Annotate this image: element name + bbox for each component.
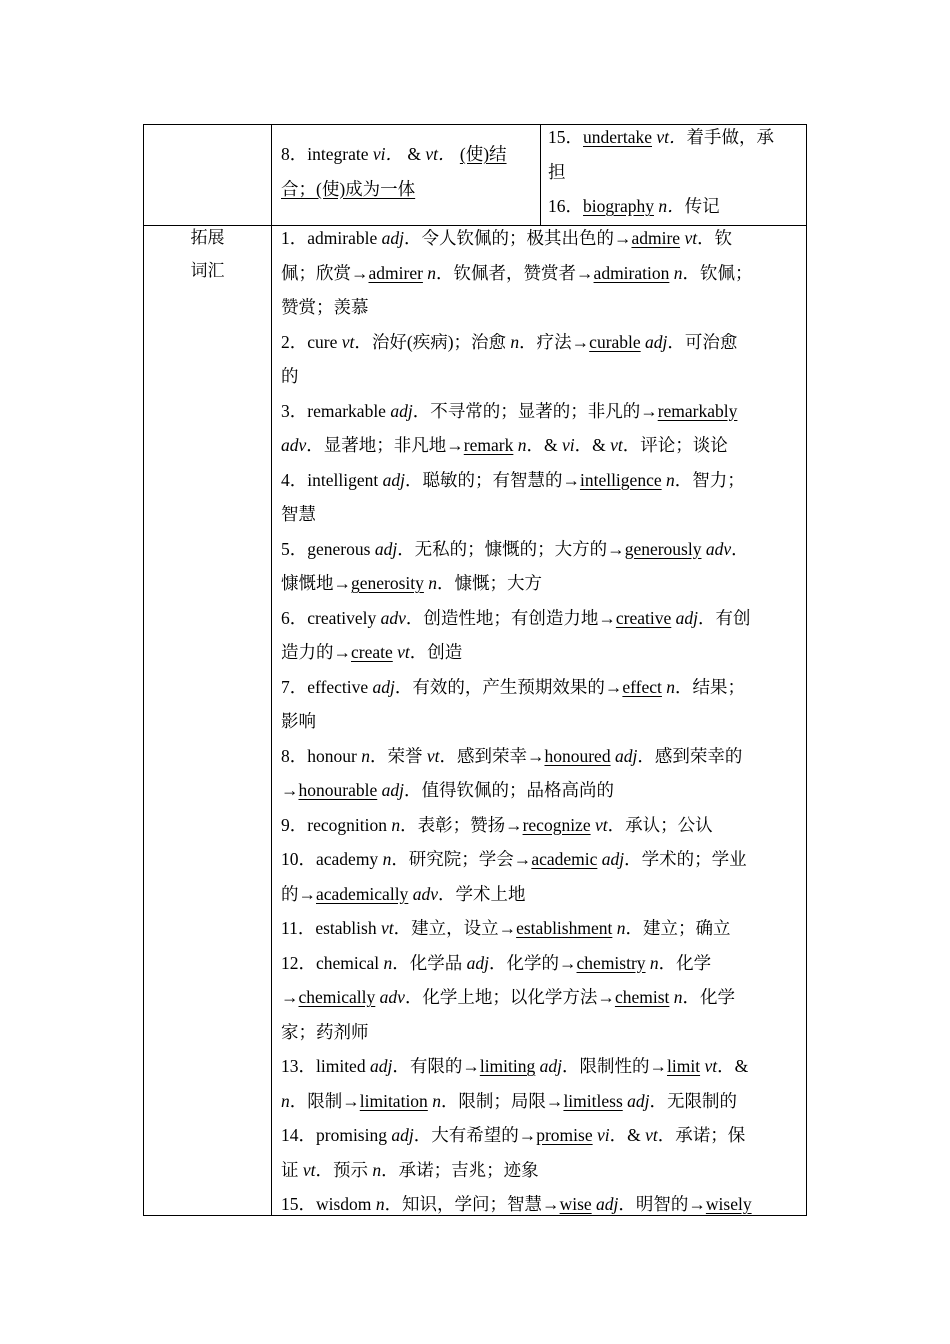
vocab-entry-10: 10．academy n．研究院；学会→academic adj．学术的；学业 [281,849,747,869]
vocab-list [281,221,799,1222]
vocab-entry-2-cont: 的 [281,366,299,386]
vocab-entry-6: 6．creatively adv．创造性地；有创造力地→creative adj．有创 [281,607,751,628]
section-label: 拓展 词汇 [190,228,225,281]
vocab-entry-1-cont: 赞赏；羡慕 [281,297,369,317]
vocab-entry-4-cont: 智慧 [281,504,316,524]
vocab-entry-2: 2．cure vt．治好(疾病)；治愈 n．疗法→curable adj．可治愈 [281,331,738,352]
vocab-entry-12-cont: →chemically adv．化学上地；以化学方法→chemist n．化学 [281,987,735,1007]
vocab-entry-8: 8．honour n．荣誉 vt．感到荣幸→honoured adj．感到荣幸的 [281,745,743,766]
vocab-entry-3-cont: adv．显著地；非凡地→remark n．& vi．& vt．评论；谈论 [281,435,728,455]
top-entry-15-line1: 15．undertake vt．着手做，承 [548,127,775,147]
vocab-entry-6-cont: 造力的→create vt．创造 [281,642,463,662]
vocab-entry-3: 3．remarkable adj．不寻常的；显著的；非凡的→remarkably [281,400,738,421]
vocab-entry-13-cont: n．限制→limitation n．限制；局限→limitless adj．无限制的 [281,1090,737,1111]
vocab-entry-14-cont: 证 vt．预示 n．承诺；吉兆；迹象 [281,1159,539,1180]
top-entry-15-line2: 担 [548,161,566,182]
top-entry-8-line1: 8．integrate vi． & vt． (使)结 [281,144,507,164]
vocab-entry-13: 13．limited adj．有限的→limiting adj．限制性的→limit vt．& [281,1056,749,1076]
table-top-left-cell [143,124,272,226]
top-right-text [548,120,800,224]
vocab-entry-5-cont: 慷慨地→generosity n．慷慨；大方 [281,573,543,593]
vocab-entry-1: 1．admirable adj．令人钦佩的；极其出色的→admire vt．钦 [281,228,733,248]
top-entry-16: 16．biography n．传记 [548,196,720,216]
top-entry-8-line2: 合；(使)成为一体 [281,178,416,199]
vocab-entry-15: 15．wisdom n．知识，学问；智慧→wise adj．明智的→wisely [281,1194,752,1214]
vocab-entry-10-cont: 的→academically adv．学术上地 [281,883,526,904]
vocab-entry-14: 14．promising adj．大有希望的→promise vi．& vt．承诺；保 [281,1125,746,1145]
vocab-entry-7-cont: 影响 [281,711,316,731]
vocab-entry-7: 7．effective adj．有效的，产生预期效果的→effect n．结果； [281,676,746,697]
vocab-entry-9: 9．recognition n．表彰；赞扬→recognize vt．承认；公认 [281,814,713,835]
vocab-entry-1-cont: 佩；欣赏→admirer n．钦佩者，赞赏者→admiration n．钦佩； [281,262,753,283]
vocab-entry-8-cont: →honourable adj．值得钦佩的；品格高尚的 [281,780,614,800]
top-middle-text [281,137,533,206]
vocab-entry-12-cont: 家；药剂师 [281,1021,369,1042]
table-category-cell [143,225,272,1216]
vocab-entry-4: 4．intelligent adj．聪敏的；有智慧的→intelligence n．智力； [281,469,745,490]
vocab-entry-12: 12．chemical n．化学品 adj．化学的→chemistry n．化学 [281,952,712,973]
vocab-entry-5: 5．generous adj．无私的；慷慨的；大方的→generously adv． [281,538,749,559]
vocab-entry-11: 11．establish vt．建立，设立→establishment n．建立；确立 [281,918,731,938]
